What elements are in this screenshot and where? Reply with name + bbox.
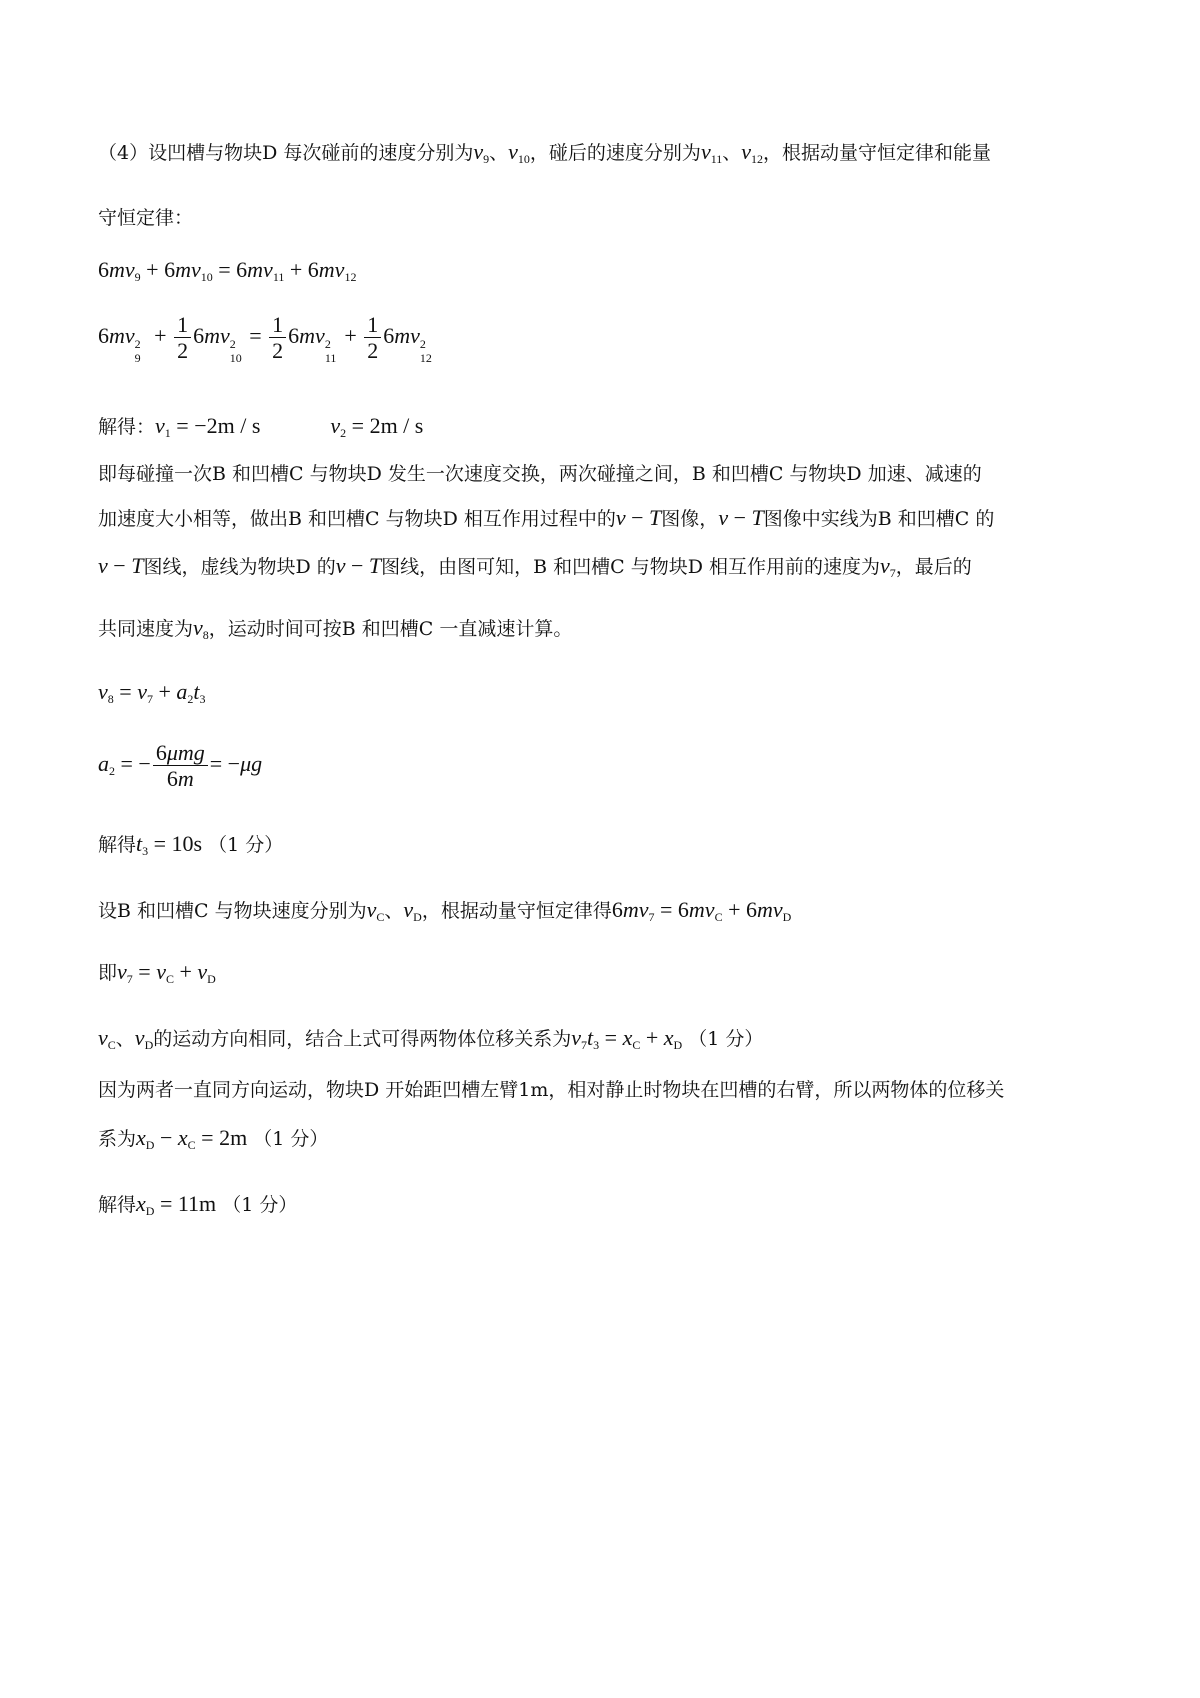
paragraph-line-4: 共同速度为$v_8$，运动时间可按B 和凹槽C 一直减速计算。 [98,615,573,642]
velocity-sum: 即$v_7 = v_C + v_D$ [98,959,216,986]
paragraph-line-2: 加速度大小相等，做出B 和凹槽C 与物块D 相互作用过程中的v − T图像，v − T图像中实线为B 和凹槽C 的 [98,505,995,530]
because-line-2: 系为$x_D - x_C = 2m$ （1 分） [98,1125,329,1152]
intro-line-1: （4）设凹槽与物块D 每次碰前的速度分别为$v_9$、$v_{10}$，碰后的速度分别为$v_{11}$、$v_{12}$，根据动量守恒定律和能量 [98,139,992,166]
paragraph-line-3: v − T图线，虚线为物块D 的v − T图线，由图可知，B 和凹槽C 与物块D 相互作用前的速度为$v_7$，最后的 [98,553,972,580]
because-line-1: 因为两者一直同方向运动，物块D 开始距凹槽左臂1m，相对静止时物块在凹槽的右臂，所以两物体的位移关 [98,1079,1005,1101]
final-result: 解得$x_D = 11m$ （1 分） [98,1191,298,1218]
solve-velocities: 解得：$v_1 = -2m / s$ $v_2 = 2m / s$ [98,413,424,440]
energy-equation: 6mv 2 9 + $\frac{1}{2}$ 6mv 2 10 = $\frac{1}{2}$ 6mv 2 11 + $\frac{1}{2}$ 6mv 2 12 [98,312,432,365]
velocity-equation: $v_8 = v_7 + a_2t_3$ [98,679,206,706]
momentum-equation: $6mv_9 + 6mv_{10} = 6mv_{11} + 6mv_{12}$ [98,257,357,284]
acceleration-equation: $a_2$ = − 6μmg 6m = −μg [98,740,263,792]
solve-time: 解得$t_3 = 10s$ （1 分） [98,831,284,858]
displacement-relation: $v_C$、$v_D$的运动方向相同，结合上式可得两物体位移关系为$v_7t_3 = x_C + x_D$ （1 分） [98,1025,764,1052]
intro-line-2: 守恒定律： [98,207,194,229]
momentum-statement: 设B 和凹槽C 与物块速度分别为$v_C$、$v_D$，根据动量守恒定律得$6mv_7 = 6mv_C + 6mv_D$ [98,897,792,924]
paragraph-line-1: 即每碰撞一次B 和凹槽C 与物块D 发生一次速度交换，两次碰撞之间，B 和凹槽C 与物块D 加速、减速的 [98,463,982,485]
